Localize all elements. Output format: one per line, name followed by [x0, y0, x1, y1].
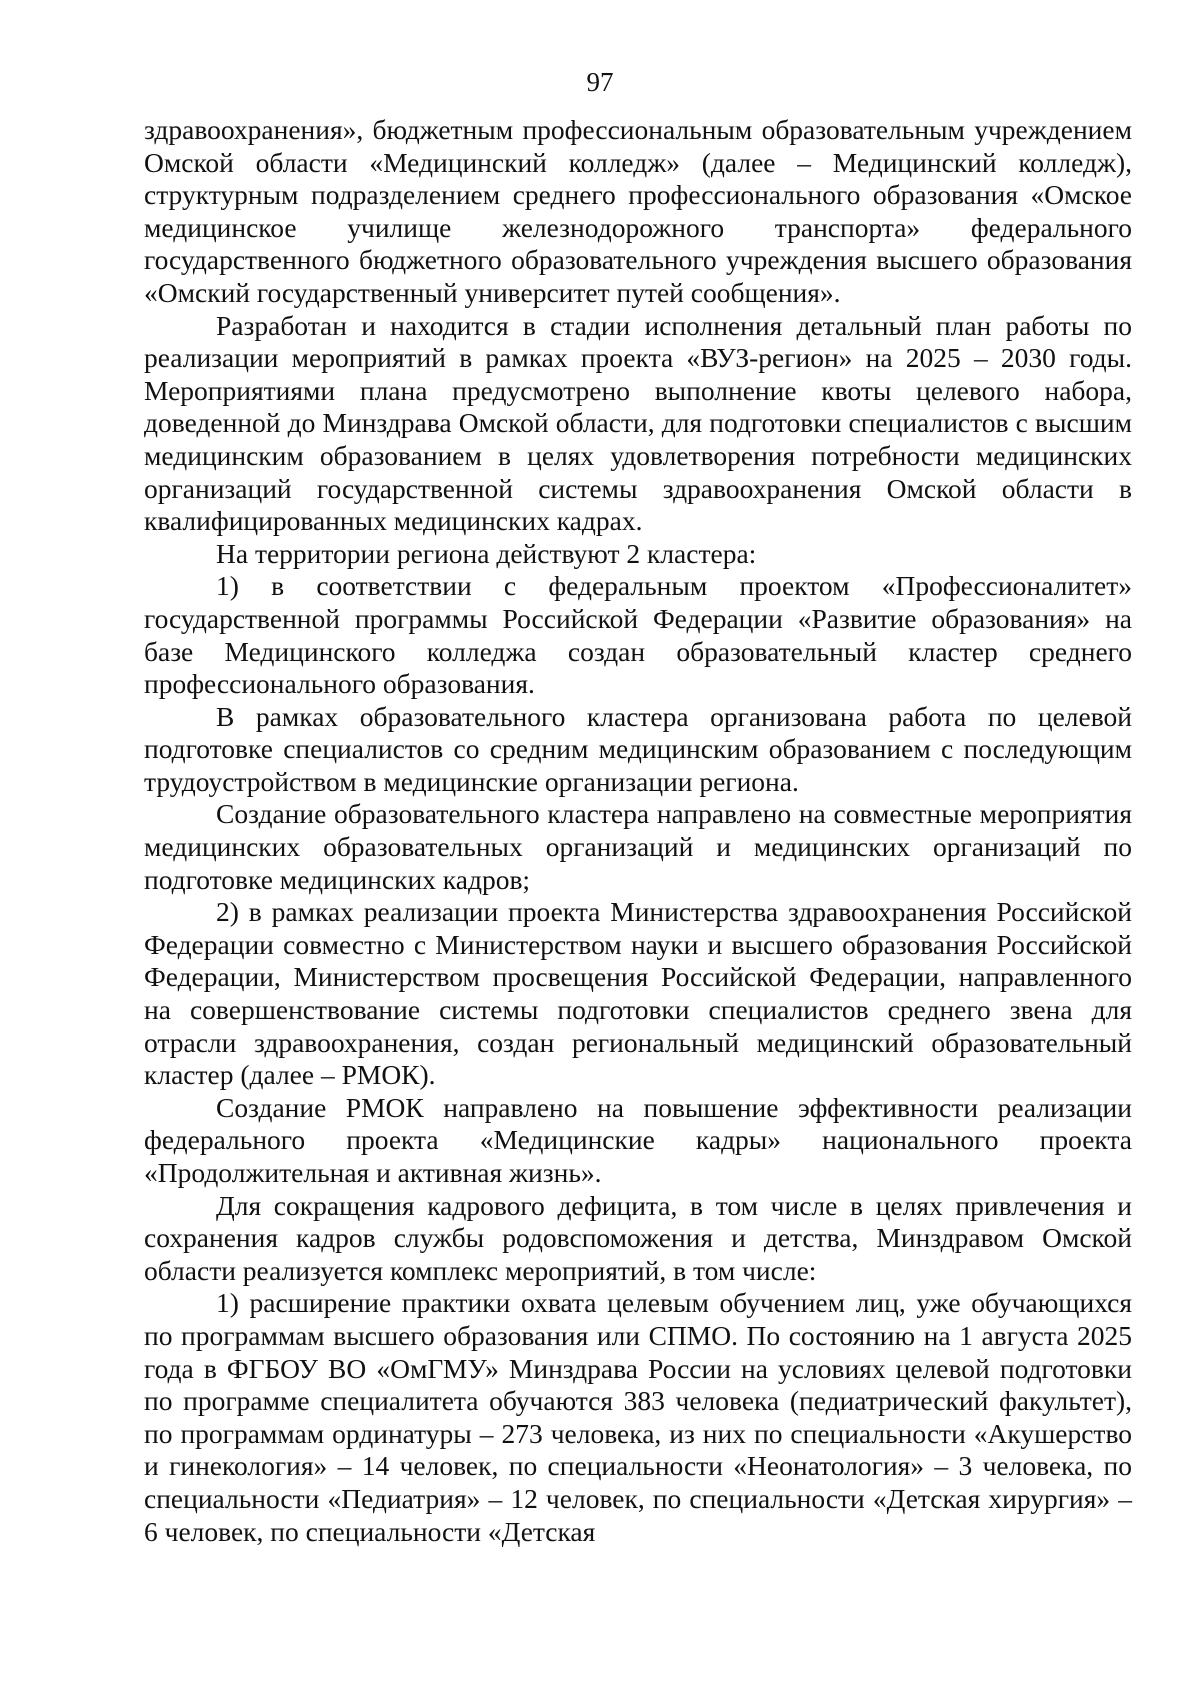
- page-number: 97: [586, 67, 614, 97]
- paragraph-cluster-2: 2) в рамках реализации проекта Министерства здравоохранения Российской Федерации совместно с Министерством науки и высшего образования Российской Федерации, Министерством просвещения Российской Федерации, направленного на совершенствование системы подготовки специалистов среднего звена для отрасли здравоохранения, создан региональный медицинский образовательный кластер (далее – РМОК).: [144, 896, 1132, 1091]
- paragraph-cluster-purpose: Создание образовательного кластера направлено на совместные мероприятия медицинских образовательных организаций и медицинских организаций по подготовке медицинских кадров;: [144, 798, 1132, 895]
- paragraph-measures-intro: Для сокращения кадрового дефицита, в том числе в целях привлечения и сохранения кадров службы родовспоможения и детства, Минздравом Омской области реализуется комплекс мероприятий, в том числе:: [144, 1189, 1132, 1286]
- paragraph-cluster-work: В рамках образовательного кластера организована работа по целевой подготовке специалистов со средним медицинским образованием с последующим трудоустройством в медицинские организации региона.: [144, 700, 1132, 797]
- paragraph-continuation: здравоохранения», бюджетным профессиональным образовательным учреждением Омской области «Медицинский колледж» (далее – Медицинский колледж), структурным подразделением среднего профессионального образования «Омское медицинское училище железнодорожного транспорта» федерального государственного бюджетного образовательного учреждения высшего образования «Омский государственный университет путей сообщения».: [144, 114, 1132, 308]
- paragraph-cluster-1: 1) в соответствии с федеральным проектом «Профессионалитет» государственной программы Российской Федерации «Развитие образования» на базе Медицинского колледжа создан образовательный кластер среднего профессионального образования.: [144, 570, 1132, 700]
- paragraph-measure-1: 1) расширение практики охвата целевым обучением лиц, уже обучающихся по программам высшего образования или СПМО. По состоянию на 1 августа 2025 года в ФГБОУ ВО «ОмГМУ» Минздрава России на условиях целевой подготовки по программе специалитета обучаются 383 человека (педиатрический факультет), по программам ординатуры – 273 человека, из них по специальности «Акушерство и гинекология» – 14 человек, по специальности «Неонатология» – 3 человека, по специальности «Педиатрия» – 12 человек, по специальности «Детская хирургия» – 6 человек, по специальности «Детская: [144, 1287, 1132, 1547]
- paragraph-clusters-intro: На территории региона действуют 2 кластера:: [216, 537, 757, 569]
- body-text: [144, 114, 1132, 1548]
- paragraph-detailed-plan: Разработан и находится в стадии исполнения детальный план работы по реализации мероприятий в рамках проекта «ВУЗ-регион» на 2025 – 2030 годы. Мероприятиями плана предусмотрено выполнение квоты целевого набора, доведенной до Минздрава Омской области, для подготовки специалистов с высшим медицинским образованием в целях удовлетворения потребности медицинских организаций государственной системы здравоохранения Омской области в квалифицированных медицинских кадрах.: [144, 309, 1132, 537]
- paragraph-rmok-purpose: Создание РМОК направлено на повышение эффективности реализации федерального проекта «Медицинские кадры» национального проекта «Продолжительная и активная жизнь».: [144, 1091, 1132, 1188]
